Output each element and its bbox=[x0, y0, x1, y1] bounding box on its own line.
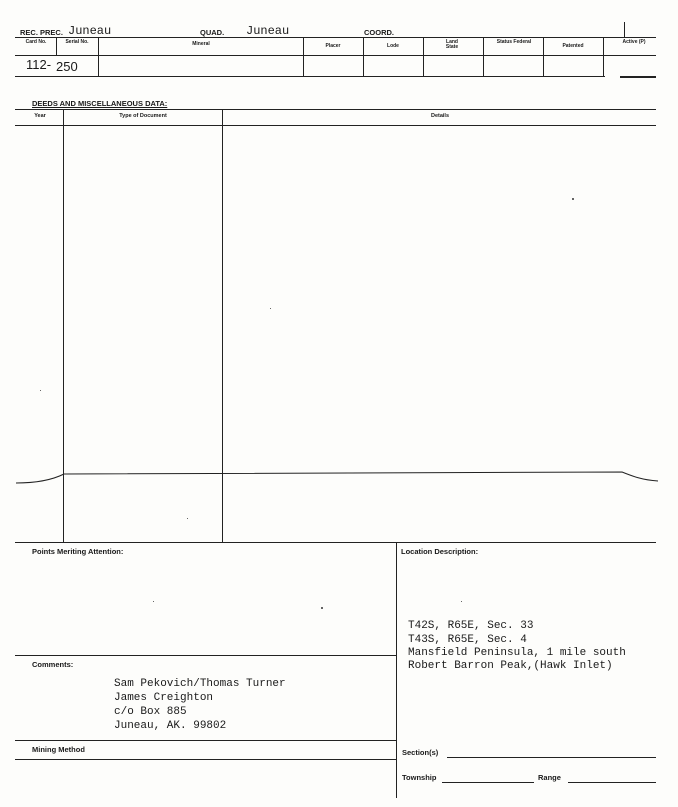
speck bbox=[572, 198, 574, 200]
header-line-top bbox=[15, 37, 656, 38]
quad-label: QUAD. bbox=[200, 28, 225, 37]
serial-no-value: 250 bbox=[56, 59, 78, 74]
speck bbox=[270, 308, 271, 309]
header-divider-7 bbox=[543, 37, 544, 76]
speck bbox=[187, 518, 188, 519]
mining-line-bottom bbox=[15, 759, 396, 760]
header-line-bottom bbox=[15, 76, 605, 77]
comments-label: Comments: bbox=[32, 660, 74, 669]
col-active: Active (P) bbox=[622, 39, 646, 45]
header-divider-8 bbox=[603, 37, 604, 76]
header-divider-5 bbox=[423, 37, 424, 76]
col-land-state: Land State bbox=[445, 39, 459, 50]
mining-method-label: Mining Method bbox=[32, 745, 85, 754]
comment-line: c/o Box 885 bbox=[114, 706, 187, 718]
deeds-title: DEEDS AND MISCELLANEOUS DATA: bbox=[32, 99, 168, 108]
card-no-value: 112- bbox=[26, 57, 52, 72]
comment-line: Sam Pekovich/Thomas Turner bbox=[114, 678, 286, 690]
township-blank bbox=[442, 782, 534, 783]
deeds-line-top bbox=[15, 109, 656, 110]
lower-center-divider bbox=[396, 542, 397, 798]
col-placer: Placer bbox=[325, 43, 341, 49]
mining-line-top bbox=[15, 740, 396, 741]
coord-label: COORD. bbox=[364, 28, 394, 37]
comment-line: James Creighton bbox=[114, 692, 214, 704]
speck bbox=[461, 601, 462, 602]
col-card-no: Card No. bbox=[25, 39, 47, 45]
rec-prec-label: REC. PREC. bbox=[20, 28, 63, 37]
location-line: T43S, R65E, Sec. 4 bbox=[408, 634, 527, 646]
comments-line-top bbox=[15, 655, 396, 656]
fold-line bbox=[12, 468, 660, 490]
location-line: Robert Barron Peak,(Hawk Inlet) bbox=[408, 660, 613, 672]
col-status-federal: Status Federal bbox=[496, 39, 532, 45]
rec-prec-value: Juneau bbox=[68, 24, 112, 38]
header-divider-1 bbox=[56, 37, 57, 55]
speck bbox=[40, 390, 41, 391]
deeds-line-header bbox=[15, 125, 656, 126]
lower-line-top bbox=[15, 542, 656, 543]
col-patented: Patented bbox=[562, 43, 584, 49]
header-divider-3 bbox=[303, 37, 304, 76]
header-divider-4 bbox=[363, 37, 364, 76]
points-label: Points Meriting Attention: bbox=[32, 547, 124, 556]
speck bbox=[153, 601, 154, 602]
quad-value: Juneau bbox=[246, 24, 290, 38]
range-blank bbox=[568, 782, 656, 783]
location-line: T42S, R65E, Sec. 33 bbox=[408, 620, 534, 632]
header-line-mid bbox=[15, 55, 656, 56]
location-line: Mansfield Peninsula, 1 mile south bbox=[408, 647, 626, 659]
range-label: Range bbox=[538, 773, 561, 782]
header-divider-2 bbox=[98, 37, 99, 76]
comment-line: Juneau, AK. 99802 bbox=[114, 720, 227, 732]
header-line-bottom-right bbox=[620, 76, 656, 78]
sections-label: Section(s) bbox=[402, 748, 439, 757]
speck bbox=[321, 607, 323, 609]
location-label: Location Description: bbox=[401, 547, 479, 556]
col-mineral: Mineral bbox=[192, 41, 210, 47]
col-lode: Lode bbox=[387, 43, 399, 49]
header-divider-6 bbox=[483, 37, 484, 76]
deeds-details-header: Details bbox=[430, 113, 450, 119]
header-divider-tick bbox=[624, 22, 625, 38]
deeds-year-header: Year bbox=[34, 113, 46, 119]
township-label: Township bbox=[402, 773, 437, 782]
sections-blank bbox=[447, 757, 656, 758]
deeds-type-header: Type of Document bbox=[119, 113, 167, 119]
col-serial-no: Serial No. bbox=[65, 39, 89, 45]
